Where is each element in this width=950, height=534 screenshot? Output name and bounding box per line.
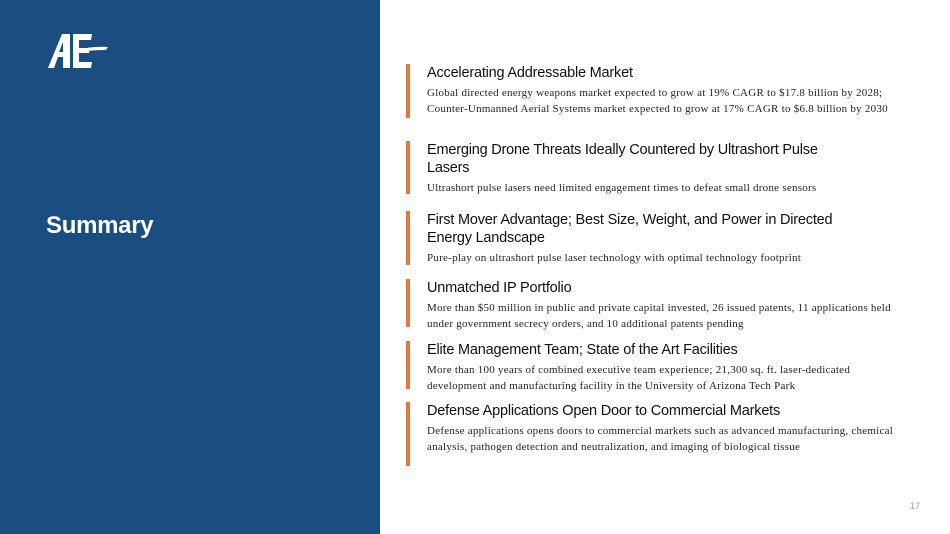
item-title: Elite Management Team; State of the Art Facilities — [427, 342, 738, 358]
item-title: Defense Applications Open Door to Commercial Markets — [427, 403, 781, 419]
item-body: Defense applications opens doors to commercial markets such as advanced manufacturing, chemical analysis, pathogen detection and neutralization, and imaging of biological tissue — [427, 425, 894, 453]
left-panel — [0, 0, 380, 534]
item-title: Unmatched IP Portfolio — [427, 280, 572, 296]
item-body: More than 100 years of combined executive team experience; 21,300 sq. ft. laser-dedicated development and manufacturing facility in the University of Arizona Tech Park — [427, 364, 851, 392]
accent-bar — [406, 402, 410, 466]
accent-bar — [406, 279, 410, 327]
item-body: More than $50 million in public and private capital invested, 26 issued patents, 11 applications held under government secrecy orders, and 10 additional patents pending — [427, 302, 891, 330]
item-body: Ultrashort pulse lasers need limited engagement times to defeat small drone sensors — [427, 182, 817, 194]
accent-bar — [406, 64, 410, 118]
item-title: Emerging Drone Threats Ideally Countered by Ultrashort Pulse Lasers — [427, 142, 818, 176]
accent-bar — [406, 341, 410, 389]
item-body: Global directed energy weapons market expected to grow at 19% CAGR to $17.8 billion by 2028; Counter-Unmanned Aerial Systems market expected to grow at 17% CAGR to $6.8 billion by 2030 — [427, 87, 888, 115]
ae-logo-icon — [46, 30, 110, 70]
item-title: Accelerating Addressable Market — [427, 65, 633, 81]
page-number: 17 — [910, 501, 921, 511]
item-body: Pure-play on ultrashort pulse laser technology with optimal technology footprint — [427, 252, 802, 264]
accent-bar — [406, 141, 410, 194]
item-title: First Mover Advantage; Best Size, Weight, and Power in Directed Energy Landscape — [427, 212, 833, 246]
slide-title: Summary — [46, 212, 154, 239]
accent-bar — [406, 211, 410, 265]
company-logo — [46, 30, 110, 70]
